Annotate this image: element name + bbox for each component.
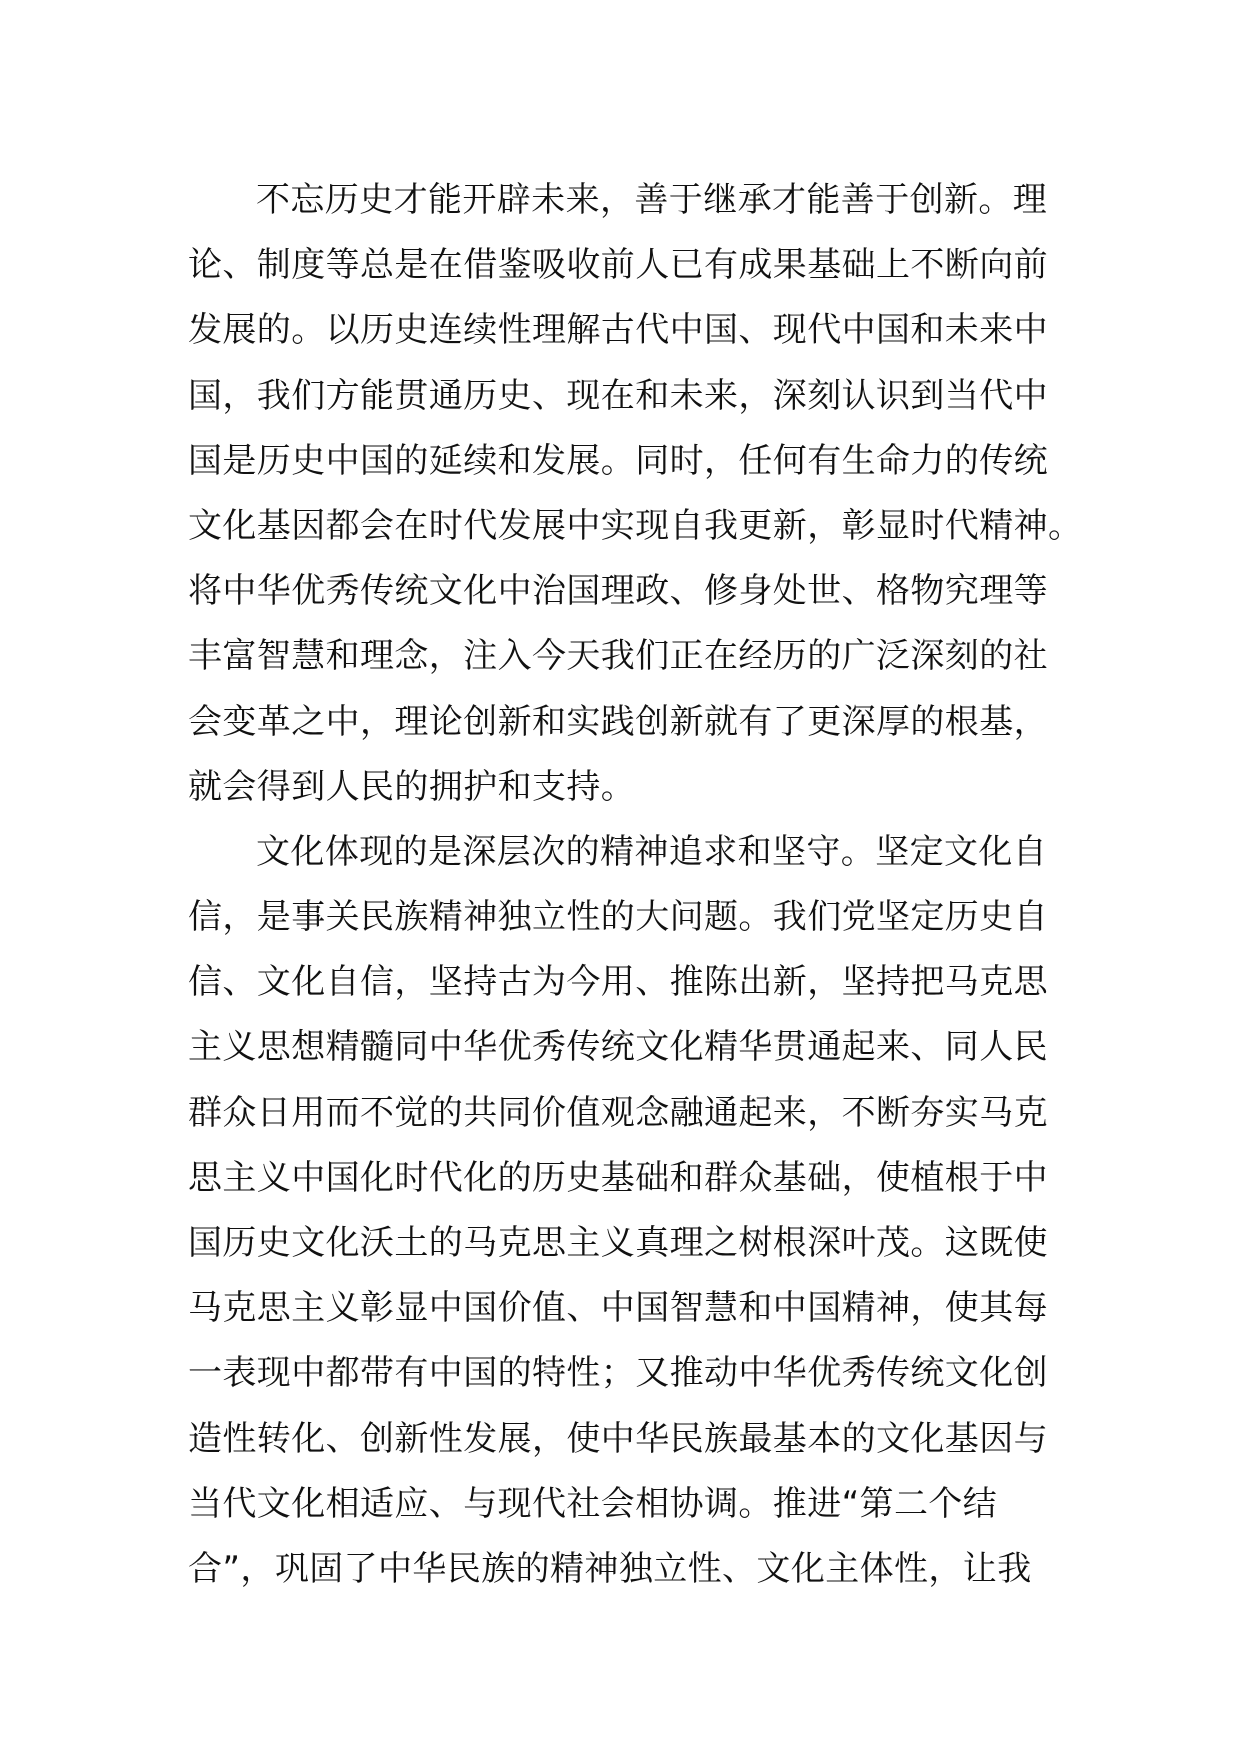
text-line: 主义思想精髓同中华优秀传统文化精华贯通起来、同人民 — [188, 1027, 1048, 1068]
text-line: 文化基因都会在时代发展中实现自我更新，彰显时代精神。 — [188, 505, 1083, 546]
text-line: 国是历史中国的延续和发展。同时，任何有生命力的传统 — [188, 440, 1048, 481]
text-line: 造性转化、创新性发展，使中华民族最基本的文化基因与 — [188, 1418, 1048, 1459]
text-line: 群众日用而不觉的共同价值观念融通起来，不断夯实马克 — [188, 1092, 1048, 1133]
text-line: 合”，巩固了中华民族的精神独立性、文化主体性，让我 — [188, 1548, 1032, 1589]
text-line: 丰富智慧和理念，注入今天我们正在经历的广泛深刻的社 — [188, 636, 1048, 677]
text-line: 马克思主义彰显中国价值、中国智慧和中国精神，使其每 — [188, 1288, 1048, 1329]
text-line: 将中华优秀传统文化中治国理政、修身处世、格物究理等 — [188, 571, 1048, 612]
text-line: 发展的。以历史连续性理解古代中国、现代中国和未来中 — [188, 310, 1048, 351]
text-line: 信、文化自信，坚持古为今用、推陈出新，坚持把马克思 — [188, 962, 1048, 1003]
text-line: 不忘历史才能开辟未来，善于继承才能善于创新。理 — [256, 180, 1048, 220]
text-line: 国，我们方能贯通历史、现在和未来，深刻认识到当代中 — [188, 375, 1048, 416]
document-body — [188, 168, 1083, 1602]
text-line: 信，是事关民族精神独立性的大问题。我们党坚定历史自 — [188, 897, 1048, 938]
text-line: 国历史文化沃土的马克思主义真理之树根深叶茂。这既使 — [188, 1223, 1048, 1263]
text-line: 文化体现的是深层次的精神追求和坚守。坚定文化自 — [256, 831, 1048, 872]
text-line: 会变革之中，理论创新和实践创新就有了更深厚的根基， — [188, 701, 1048, 742]
text-line: 就会得到人民的拥护和支持。 — [188, 766, 636, 807]
text-line: 当代文化相适应、与现代社会相协调。推进“第二个结 — [188, 1483, 998, 1524]
text-line: 思主义中国化时代化的历史基础和群众基础，使植根于中 — [188, 1157, 1048, 1198]
text-line: 论、制度等总是在借鉴吸收前人已有成果基础上不断向前 — [188, 245, 1048, 286]
text-line: 一表现中都带有中国的特性；又推动中华优秀传统文化创 — [188, 1353, 1048, 1394]
paragraph-cultural-confidence — [188, 820, 1048, 1602]
paragraph-history-continuity — [188, 168, 1083, 820]
